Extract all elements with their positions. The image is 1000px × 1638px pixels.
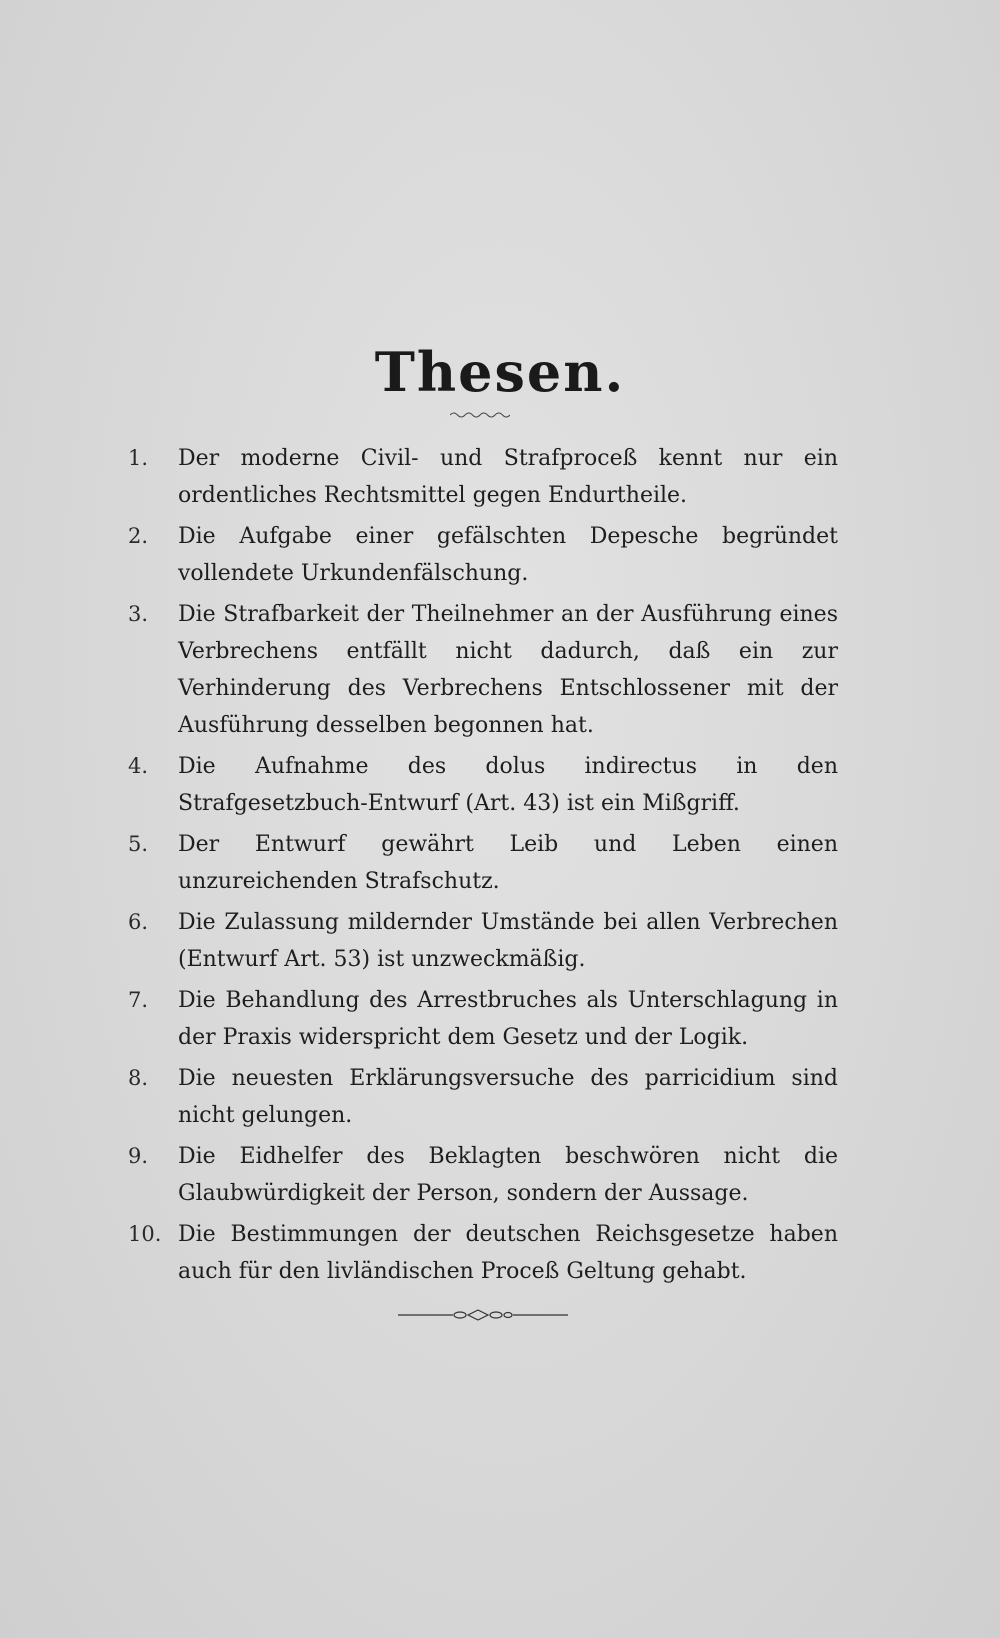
thesis-text: Die Eidhelfer des Beklagten beschwören nicht die Glaubwürdigkeit der Person, sondern der Aussage.	[178, 1144, 838, 1206]
wavy-divider-ornament	[450, 410, 510, 420]
thesis-item	[128, 1060, 838, 1134]
thesis-text: Die Strafbarkeit der Theilnehmer an der Ausführung eines Verbrechens entfällt nicht dadurch, daß ein zur Verhinderung des Verbrechens Entschlossener mit der Ausführung desselben begonnen hat.	[178, 602, 838, 738]
thesis-text: Die Aufnahme des dolus indirectus in den Strafgesetzbuch-Entwurf (Art. 43) ist ein Mißgriff.	[178, 754, 838, 816]
thesis-number: 9.	[128, 1144, 149, 1168]
thesis-item	[128, 1138, 838, 1212]
end-flourish-ornament	[398, 1305, 568, 1325]
theses-list	[128, 440, 838, 1294]
thesis-item	[128, 518, 838, 592]
thesis-text: Die Behandlung des Arrestbruches als Unterschlagung in der Praxis widerspricht dem Gesetz und der Logik.	[178, 988, 838, 1050]
thesis-item	[128, 1216, 838, 1290]
thesis-number: 4.	[128, 754, 149, 778]
thesis-number: 3.	[128, 602, 149, 626]
thesis-text: Die Bestimmungen der deutschen Reichsgesetze haben auch für den livländischen Proceß Geltung gehabt.	[178, 1222, 838, 1284]
thesis-text: Die Aufgabe einer gefälschten Depesche begründet vollendete Urkundenfälschung.	[178, 524, 838, 586]
thesis-text: Die Zulassung mildernder Umstände bei allen Verbrechen (Entwurf Art. 53) ist unzweckmäßig.	[178, 910, 838, 972]
thesis-text: Die neuesten Erklärungsversuche des parricidium sind nicht gelungen.	[178, 1066, 838, 1128]
thesis-text: Der moderne Civil- und Strafproceß kennt nur ein ordentliches Rechtsmittel gegen Endurtheile.	[178, 446, 838, 508]
thesis-number: 5.	[128, 832, 149, 856]
thesis-item	[128, 826, 838, 900]
thesis-number: 2.	[128, 524, 149, 548]
thesis-number: 7.	[128, 988, 149, 1012]
thesis-item	[128, 982, 838, 1056]
thesis-item	[128, 596, 838, 744]
thesis-item	[128, 440, 838, 514]
thesis-number: 10.	[128, 1222, 162, 1246]
thesis-number: 1.	[128, 446, 149, 470]
thesis-item	[128, 904, 838, 978]
thesis-item	[128, 748, 838, 822]
thesis-number: 8.	[128, 1066, 149, 1090]
page-title: Thesen.	[374, 340, 626, 404]
thesis-number: 6.	[128, 910, 149, 934]
thesis-text: Der Entwurf gewährt Leib und Leben einen unzureichenden Strafschutz.	[178, 832, 838, 894]
